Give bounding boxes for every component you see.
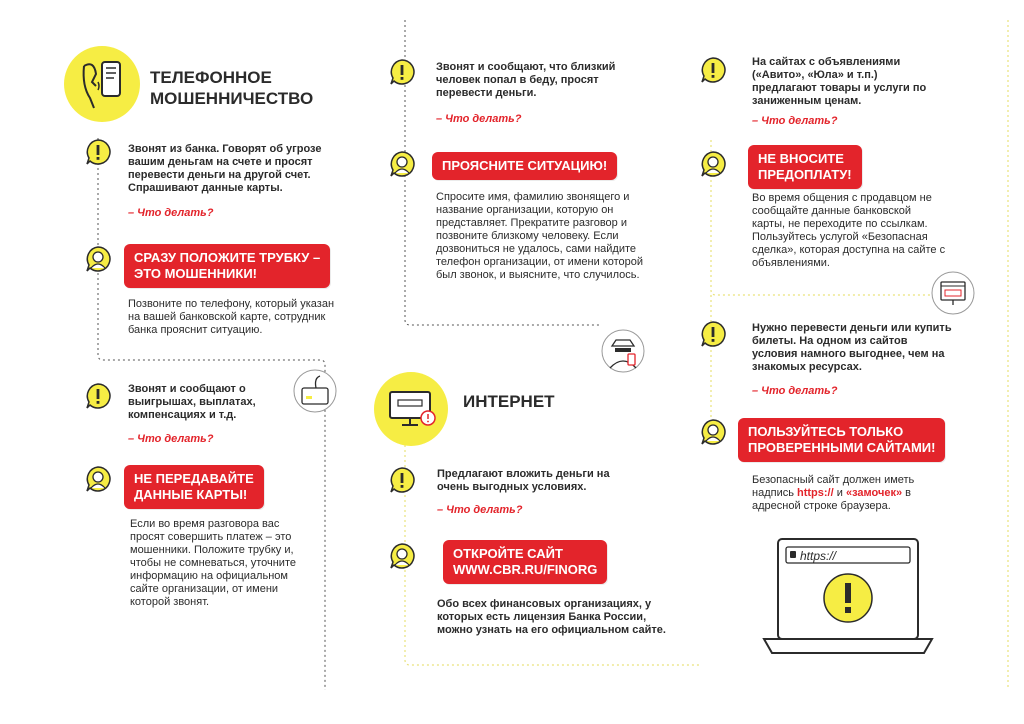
internet-heading: ИНТЕРНЕТ [463,392,555,411]
what-to-do-label: – Что делать? [128,207,214,219]
advice-and: и [836,487,843,499]
exclamation-icon [84,138,112,166]
case-description: На сайтах с объявлениями («Авито», «Юла» и т.п.) предлагают товары и услуги по заниженным ценам. [752,56,927,107]
advice-text: Спросите имя, фамилию звонящего и название организации, которую он представляет. Прекратите разговор и позвоните близкому человеку. Если дозвониться не удалось, сами найдите телефон организации, от имени которой был звонок, и выясните, что случилось. [436,191,644,281]
exclamation-icon [388,466,416,494]
callout-line-2: ЭТО МОШЕННИКИ! [134,266,257,281]
callout-line-1: НЕ ПЕРЕДАВАЙТЕ [134,471,254,486]
hang-up-callout [124,244,330,288]
exclamation-icon [699,320,727,348]
card-icon [292,368,338,414]
advice-text: Если во время разговора вас просят совершить платеж – это мошенники. Положите трубку и, чтобы не сомневаться, уточните информацию на официальном сайте организации, от имени которой звонят. [130,518,296,608]
dont-share-card-callout [124,465,264,509]
browser-warning-icon [930,270,976,316]
phone-fraud-icon [66,46,142,122]
advice-part-2: в адресной строке браузера. [752,487,911,512]
person-icon [388,150,416,178]
what-to-do-label: – Что делать? [437,504,523,516]
no-prepayment-callout [748,145,862,189]
callout-line-2: ДАННЫЕ КАРТЫ! [134,487,248,502]
case-description: Нужно перевести деньги или купить билеты. На одном из сайтов условия намного выгоднее, чем на знакомых ресурсах. [752,322,952,373]
exclamation-icon [84,382,112,410]
monitor-icon [374,372,448,446]
open-cbr-site-callout [443,540,607,584]
verified-sites-callout [738,418,945,462]
case-description: Предлагают вложить деньги на очень выгодных условиях. [437,468,610,493]
address-bar-url: https:// [800,549,837,563]
case-description: Звонят из банка. Говорят об угрозе вашим деньгам на счете и просят перевести деньги на другой счет. Спрашивают данные карты. [128,143,322,194]
callout-line-1: ОТКРОЙТЕ САЙТ [453,546,563,561]
case-description: Звонят и сообщают о выигрышах, выплатах, компенсациях и т.д. [128,383,256,421]
callout-line-1: НЕ ВНОСИТЕ [758,151,844,166]
advice-text [752,474,952,513]
cbr-link[interactable]: WWW.CBR.RU/FINORG [453,562,598,577]
heading-line-2: МОШЕННИЧЕСТВО [150,89,314,108]
laptop-illustration [762,535,934,657]
callout-line-1: СРАЗУ ПОЛОЖИТЕ ТРУБКУ – [134,250,321,265]
person-icon [84,465,112,493]
phone-fraud-heading [150,67,313,109]
advice-text: Во время общения с продавцом не сообщайте данные банковской карты, не переходите по ссылкам. Пользуйтесь услугой «Безопасная сделка», которая доступна на сайте с объявлениями. [752,192,946,269]
fraudster-icon [600,328,646,374]
exclamation-icon [699,56,727,84]
https-highlight: https:// [797,487,834,499]
advice-part-1: Безопасный сайт должен иметь надпись [752,474,915,499]
callout-line-1: ПОЛЬЗУЙТЕСЬ ТОЛЬКО [748,424,904,439]
person-icon [699,150,727,178]
clarify-situation-callout: ПРОЯСНИТЕ СИТУАЦИЮ! [432,152,617,180]
case-description: Звонят и сообщают, что близкий человек попал в беду, просят перевести деньги. [436,61,616,99]
person-icon [84,245,112,273]
what-to-do-label: – Что делать? [436,113,522,125]
what-to-do-label: – Что делать? [128,433,214,445]
what-to-do-label: – Что делать? [752,115,838,127]
callout-line-2: ПРОВЕРЕННЫМИ САЙТАМИ! [748,440,936,455]
heading-line-1: ТЕЛЕФОННОЕ [150,68,272,87]
exclamation-icon [388,58,416,86]
lock-highlight: «замочек» [845,487,903,499]
person-icon [388,542,416,570]
advice-text: Обо всех финансовых организациях, у которых есть лицензия Банка России, можно узнать на его официальном сайте. [437,598,666,636]
what-to-do-label: – Что делать? [752,385,838,397]
advice-text: Позвоните по телефону, который указан на вашей банковской карте, сотрудник банка прояснит ситуацию. [128,298,335,336]
callout-line-2: ПРЕДОПЛАТУ! [758,167,852,182]
person-icon [699,418,727,446]
